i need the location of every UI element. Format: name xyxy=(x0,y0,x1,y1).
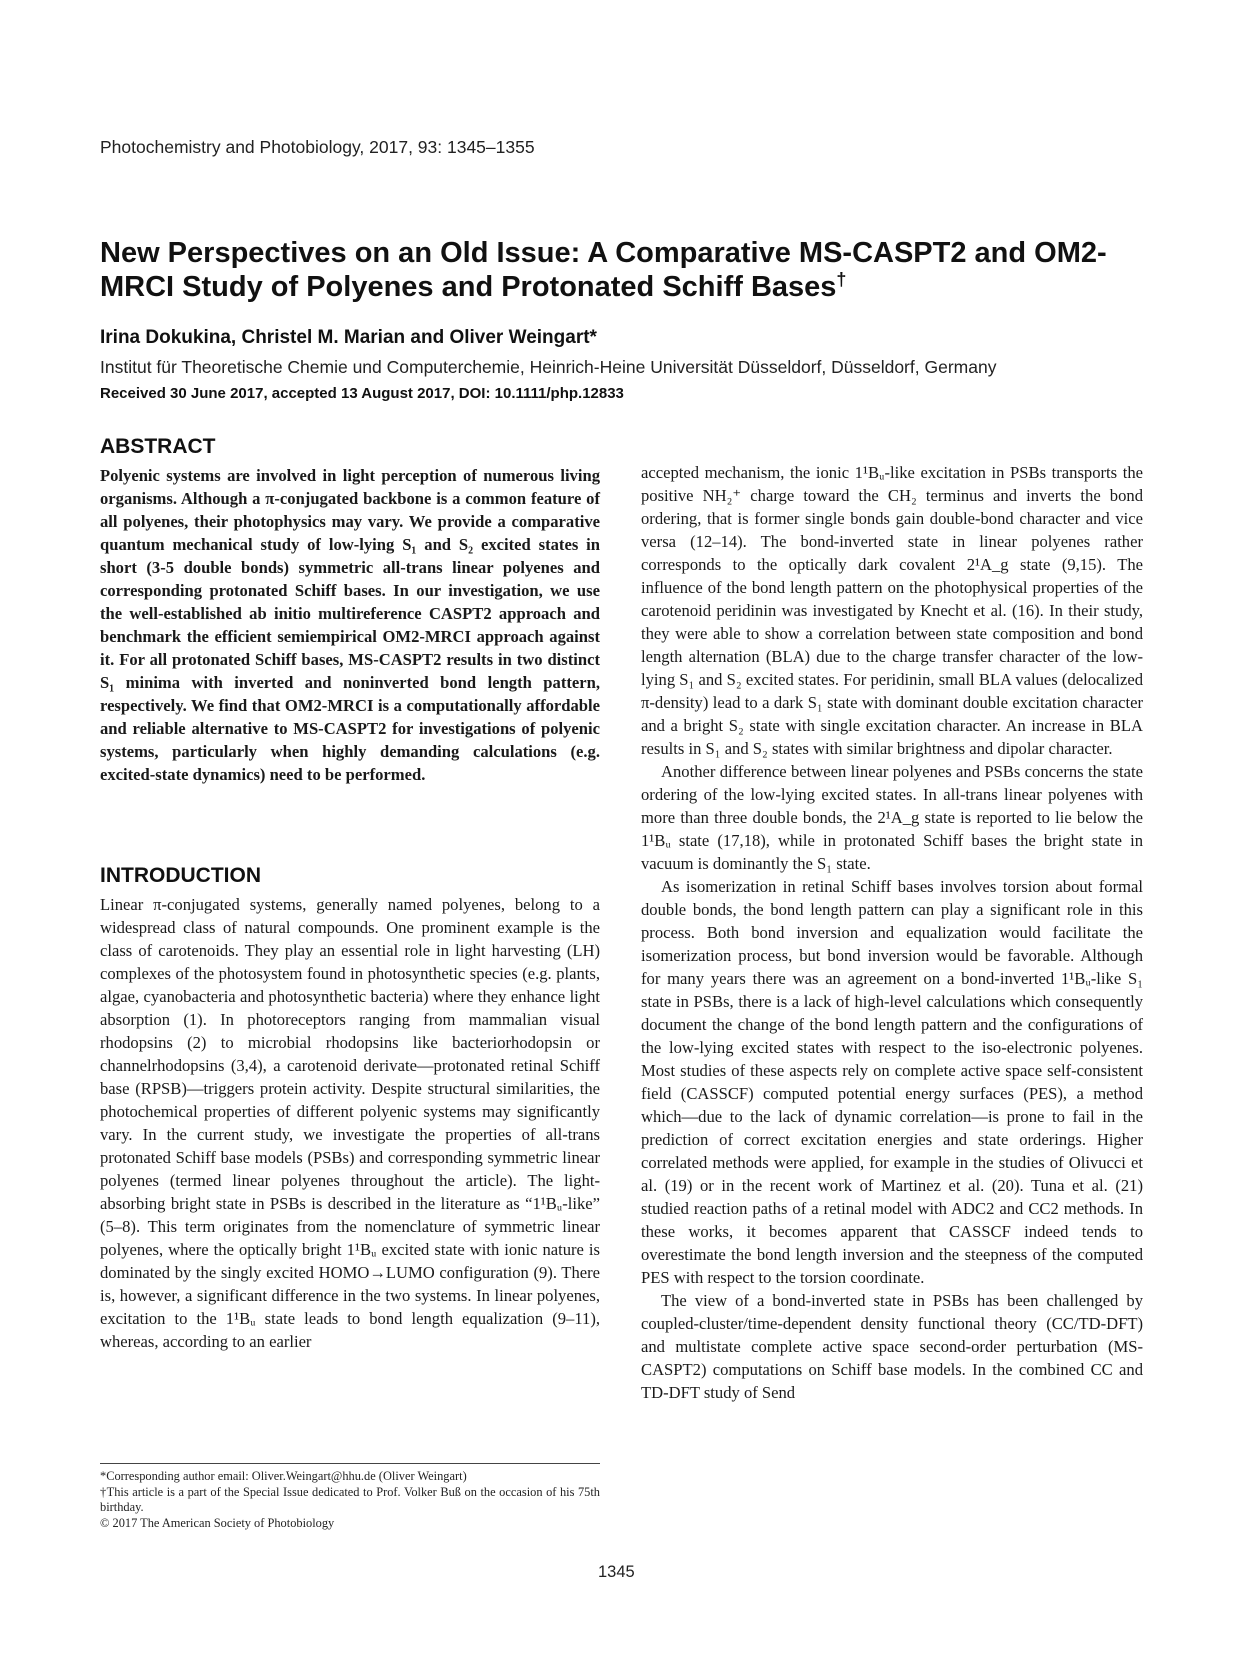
abstract-paragraph: Polyenic systems are involved in light perception of numerous living organisms. Although a π-conjugated backbone is a common feature of all polyenes, their photophysics may vary. We provide a comparative quantum mechanical study of low-lying S₁ and S₂ excited states in short (3-5 double bonds) symmetric all-trans linear polyenes and corresponding protonated Schiff bases. In our investigation, we use the well-established ab initio multireference CASPT2 approach and benchmark the efficient semiempirical OM2-MRCI approach against it. For all protonated Schiff bases, MS-CASPT2 results in two distinct S₁ minima with inverted and noninverted bond length pattern, respectively. We find that OM2-MRCI is a computationally affordable and reliable alternative to MS-CASPT2 for investigations of polyenic systems, particularly when highly demanding calculations (e.g. excited-state dynamics) need to be performed. xyxy=(100,466,600,784)
intro-paragraph-isomerization: As isomerization in retinal Schiff bases involves torsion about formal double bonds, the bond length pattern can play a significant role in this process. Both bond inversion and equalization would facilitate the isomerization process, but bond inversion would be favorable. Although for many years there was an agreement on a bond-inverted 1¹Bᵤ-like S₁ state in PSBs, there is a lack of high-level calculations which consequently document the change of the bond length pattern and the configurations of the low-lying excited states with respect to the iso-electronic polyenes. Most studies of these aspects rely on complete active space self-consistent field (CASSCF) computed potential energy surfaces (PES), a method which—due to the lack of dynamic correlation—is prone to fail in the prediction of correct excitation energies and state orderings. Higher correlated methods were applied, for example in the studies of Olivucci et al. (19) or in the recent work of Martinez et al. (20). Tuna et al. (21) studied reaction paths of a retinal model with ADC2 and CC2 methods. In these works, it becomes apparent that CASSCF indeed tends to overestimate the bond length inversion and the steepness of the computed PES with respect to the torsion coordinate. xyxy=(641,877,1143,1287)
abstract-heading: ABSTRACT xyxy=(100,435,216,458)
introduction-left-column xyxy=(100,893,600,1353)
intro-paragraph-challenge: The view of a bond-inverted state in PSBs has been challenged by coupled-cluster/time-dependent density functional theory (CC/TD-DFT) and multistate complete active space second-order perturbation (MS-CASPT2) computations on Schiff base models. In the combined CC and TD-DFT study of Send xyxy=(641,1291,1143,1402)
page-number: 1345 xyxy=(598,1563,635,1581)
journal-citation: Photochemistry and Photobiology, 2017, 93: 1345–1355 xyxy=(100,137,535,157)
article-title xyxy=(100,236,1150,304)
footnote-separator xyxy=(100,1463,600,1464)
affiliation: Institut für Theoretische Chemie und Computerchemie, Heinrich-Heine Universität Düsseldorf, Düsseldorf, Germany xyxy=(100,357,997,377)
intro-paragraph-1: Linear π-conjugated systems, generally named polyenes, belong to a widespread class of natural compounds. One prominent example is the class of carotenoids. They play an essential role in light harvesting (LH) complexes of the photosystem found in photosynthetic species (e.g. plants, algae, cyanobacteria and photosynthetic bacteria) where they enhance light absorption (1). In photoreceptors ranging from mammalian visual rhodopsins (2) to microbial rhodopsins like bacteriorhodopsin or channelrhodopsins (3,4), a carotenoid derivate—protonated retinal Schiff base (RPSB)—triggers protein activity. Despite structural similarities, the photochemical properties of different polyenic systems may significantly vary. In the current study, we investigate the properties of all-trans protonated Schiff base models (PSBs) and corresponding symmetric linear polyenes (termed linear polyenes throughout the article). The light-absorbing bright state in PSBs is described in the literature as “1¹Bᵤ-like” (5–8). This term originates from the nomenclature of symmetric linear polyenes, where the optically bright 1¹Bᵤ excited state with ionic nature is dominated by the singly excited HOMO→LUMO configuration (9). There is, however, a significant difference in the two systems. In linear polyenes, excitation to the 1¹Bᵤ state leads to bond length equalization (9–11), whereas, according to an earlier xyxy=(100,895,600,1351)
footnote-special-issue: †This article is a part of the Special Issue dedicated to Prof. Volker Buß on the occasion of his 75th birthday. xyxy=(100,1484,600,1514)
intro-paragraph-continued: accepted mechanism, the ionic 1¹Bᵤ-like excitation in PSBs transports the positive NH₂⁺ charge toward the CH₂ terminus and inverts the bond ordering, that is former single bonds gain double-bond character and vice versa (12–14). The bond-inverted state in linear polyenes rather corresponds to the optically dark covalent 2¹A_g state (9,15). The influence of the bond length pattern on the photophysical properties of the carotenoid peridinin was investigated by Knecht et al. (16). In their study, they were able to show a correlation between state composition and bond length alternation (BLA) due to the charge transfer character of the low-lying S₁ and S₂ excited states. For peridinin, small BLA values (delocalized π-density) lead to a dark S₁ state with dominant double excitation character and a bright S₂ state with single excitation character. An increase in BLA results in S₁ and S₂ states with similar brightness and dipolar character. xyxy=(641,463,1143,758)
abstract-body xyxy=(100,464,600,786)
introduction-heading: INTRODUCTION xyxy=(100,864,261,887)
title-text: New Perspectives on an Old Issue: A Comparative MS-CASPT2 and OM2-MRCI Study of Polyenes and Protonated Schiff Bases xyxy=(100,237,1107,303)
footnotes xyxy=(100,1469,600,1531)
introduction-right-column xyxy=(641,461,1143,1404)
footnote-copyright: © 2017 The American Society of Photobiology xyxy=(100,1515,335,1530)
title-dagger: † xyxy=(836,269,847,290)
received-dates: Received 30 June 2017, accepted 13 August 2017, DOI: 10.1111/php.12833 xyxy=(100,385,624,402)
footnote-corresponding-author: *Corresponding author email: Oliver.Weingart@hhu.de (Oliver Weingart) xyxy=(100,1469,467,1483)
intro-paragraph-state-ordering: Another difference between linear polyenes and PSBs concerns the state ordering of the low-lying excited states. In all-trans linear polyenes with more than three double bonds, the 2¹A_g state is reported to lie below the 1¹Bᵤ state (17,18), while in protonated Schiff bases the bright state in vacuum is dominantly the S₁ state. xyxy=(641,762,1143,873)
author-list: Irina Dokukina, Christel M. Marian and Oliver Weingart* xyxy=(100,327,597,348)
